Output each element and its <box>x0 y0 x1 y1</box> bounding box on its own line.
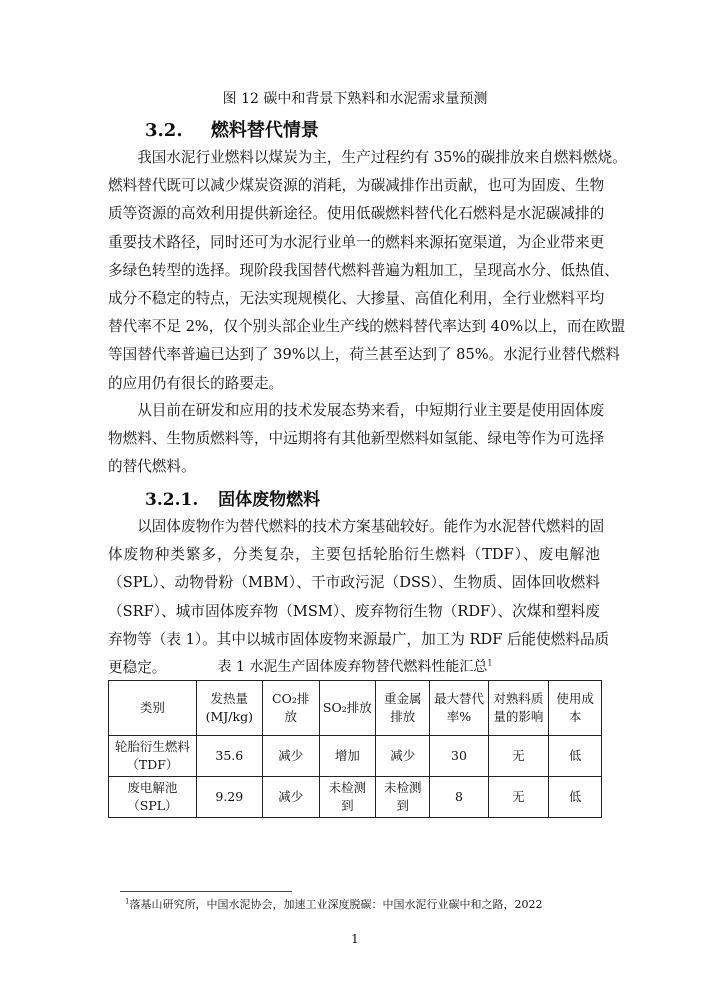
text-line: 质等资源的高效利用提供新途径。使用低碳燃料替代化石燃料是水泥碳减排的 <box>108 205 605 223</box>
text-line: 重要技术路径，同时还可为水泥行业单一的燃料来源拓宽渠道，为企业带来更 <box>108 233 605 251</box>
table-cell: 8 <box>430 777 488 818</box>
table-cell: 轮胎衍生燃料（TDF） <box>109 736 197 777</box>
column-header: CO₂排放 <box>262 681 319 736</box>
text-line: （SRF）、城市固体废弃物（MSM）、废弃物衍生物（RDF）、次煤和塑料废 <box>108 602 600 620</box>
table-cell: 低 <box>549 777 602 818</box>
table-cell: 减少 <box>376 736 430 777</box>
subsection-number: 3.2.1. <box>145 490 199 510</box>
text-line: 以固体废物作为替代燃料的技术方案基础较好。能作为水泥替代燃料的固 <box>108 518 605 535</box>
text-line: 成分不稳定的特点，无法实现规模化、大掺量、高值化利用，全行业燃料平均 <box>108 290 605 307</box>
table-cell: 未检测到 <box>376 777 430 818</box>
text-line: 燃料替代既可以减少煤炭资源的消耗，为碳减排作出贡献，也可为固废、生物 <box>108 177 605 195</box>
table-cell: 减少 <box>262 777 319 818</box>
text-line: 更稳定。 <box>108 659 167 676</box>
text-line: 多绿色转型的选择。现阶段我国替代燃料普遍为粗加工，呈现高水分、低热值、 <box>108 261 619 279</box>
text-line: 等国替代率普遍已达到了 39%以上，荷兰甚至达到了 85%。水泥行业替代燃料 <box>108 346 620 364</box>
text-line: 替代率不足 2%，仅个别头部企业生产线的燃料替代率达到 40%以上，而在欧盟 <box>108 318 626 336</box>
table-cell: 35.6 <box>196 736 262 777</box>
text-line: 物燃料、生物质燃料等，中远期将有其他新型燃料如氢能、绿电等作为可选择 <box>108 430 605 448</box>
subsection-heading <box>145 485 320 510</box>
table-cell: 减少 <box>262 736 319 777</box>
column-header: 使用成本 <box>549 681 602 736</box>
table-cell: 30 <box>430 736 488 777</box>
text-line: 的替代燃料。 <box>108 458 196 476</box>
column-header: 发热量(MJ/kg) <box>196 681 262 736</box>
column-header: 类别 <box>109 681 197 736</box>
page-number: 1 <box>351 932 359 946</box>
table-cell: 废电解池（SPL） <box>109 777 197 818</box>
column-header: 重金属排放 <box>376 681 430 736</box>
column-header: SO₂排放 <box>319 681 376 736</box>
table-caption <box>0 656 710 676</box>
text-line: （SPL）、动物骨粉（MBM）、干市政污泥（DSS）、生物质、固体回收燃料 <box>108 574 600 592</box>
table-row <box>109 777 602 818</box>
table-header-row <box>109 681 602 736</box>
section-heading <box>145 116 319 142</box>
footnote-text: 落基山研究所，中国水泥协会，加速工业深度脱碳：中国水泥行业碳中和之路，2022 <box>129 898 543 911</box>
text-line: 的应用仍有很长的路要走。 <box>108 374 284 392</box>
table-cell: 无 <box>488 736 549 777</box>
table-row <box>109 736 602 777</box>
fuel-performance-table <box>108 680 602 818</box>
table-caption-text: 表 1 水泥生产固体废弃物替代燃料性能汇总 <box>217 659 488 675</box>
table-cell: 增加 <box>319 736 376 777</box>
column-header: 最大替代率% <box>430 681 488 736</box>
table-cell: 9.29 <box>196 777 262 818</box>
table-cell: 无 <box>488 777 549 818</box>
figure-caption: 图 12 碳中和背景下熟料和水泥需求量预测 <box>222 91 488 107</box>
subsection-title: 固体废物燃料 <box>218 490 321 510</box>
text-line: 体废物种类繁多，分类复杂，主要包括轮胎衍生燃料（TDF）、废电解池 <box>108 546 600 564</box>
text-line: 我国水泥行业燃料以煤炭为主，生产过程约有 35%的碳排放来自燃料燃烧。 <box>108 149 627 166</box>
text-line: 从目前在研发和应用的技术发展态势来看，中短期行业主要是使用固体废 <box>108 402 605 419</box>
footnote-rule <box>120 891 292 892</box>
section-number: 3.2. <box>145 120 183 141</box>
column-header: 对熟料质量的影响 <box>488 681 549 736</box>
table-cell: 未检测到 <box>319 777 376 818</box>
table-cell: 低 <box>549 736 602 777</box>
section-title: 燃料替代情景 <box>210 120 319 141</box>
footnote <box>125 896 542 912</box>
footnote-mark: 1 <box>125 897 130 906</box>
text-line: 弃物等（表 1）。其中以城市固体废物来源最广，加工为 RDF 后能使燃料品质 <box>108 630 610 648</box>
footnote-ref: 1 <box>487 658 493 668</box>
